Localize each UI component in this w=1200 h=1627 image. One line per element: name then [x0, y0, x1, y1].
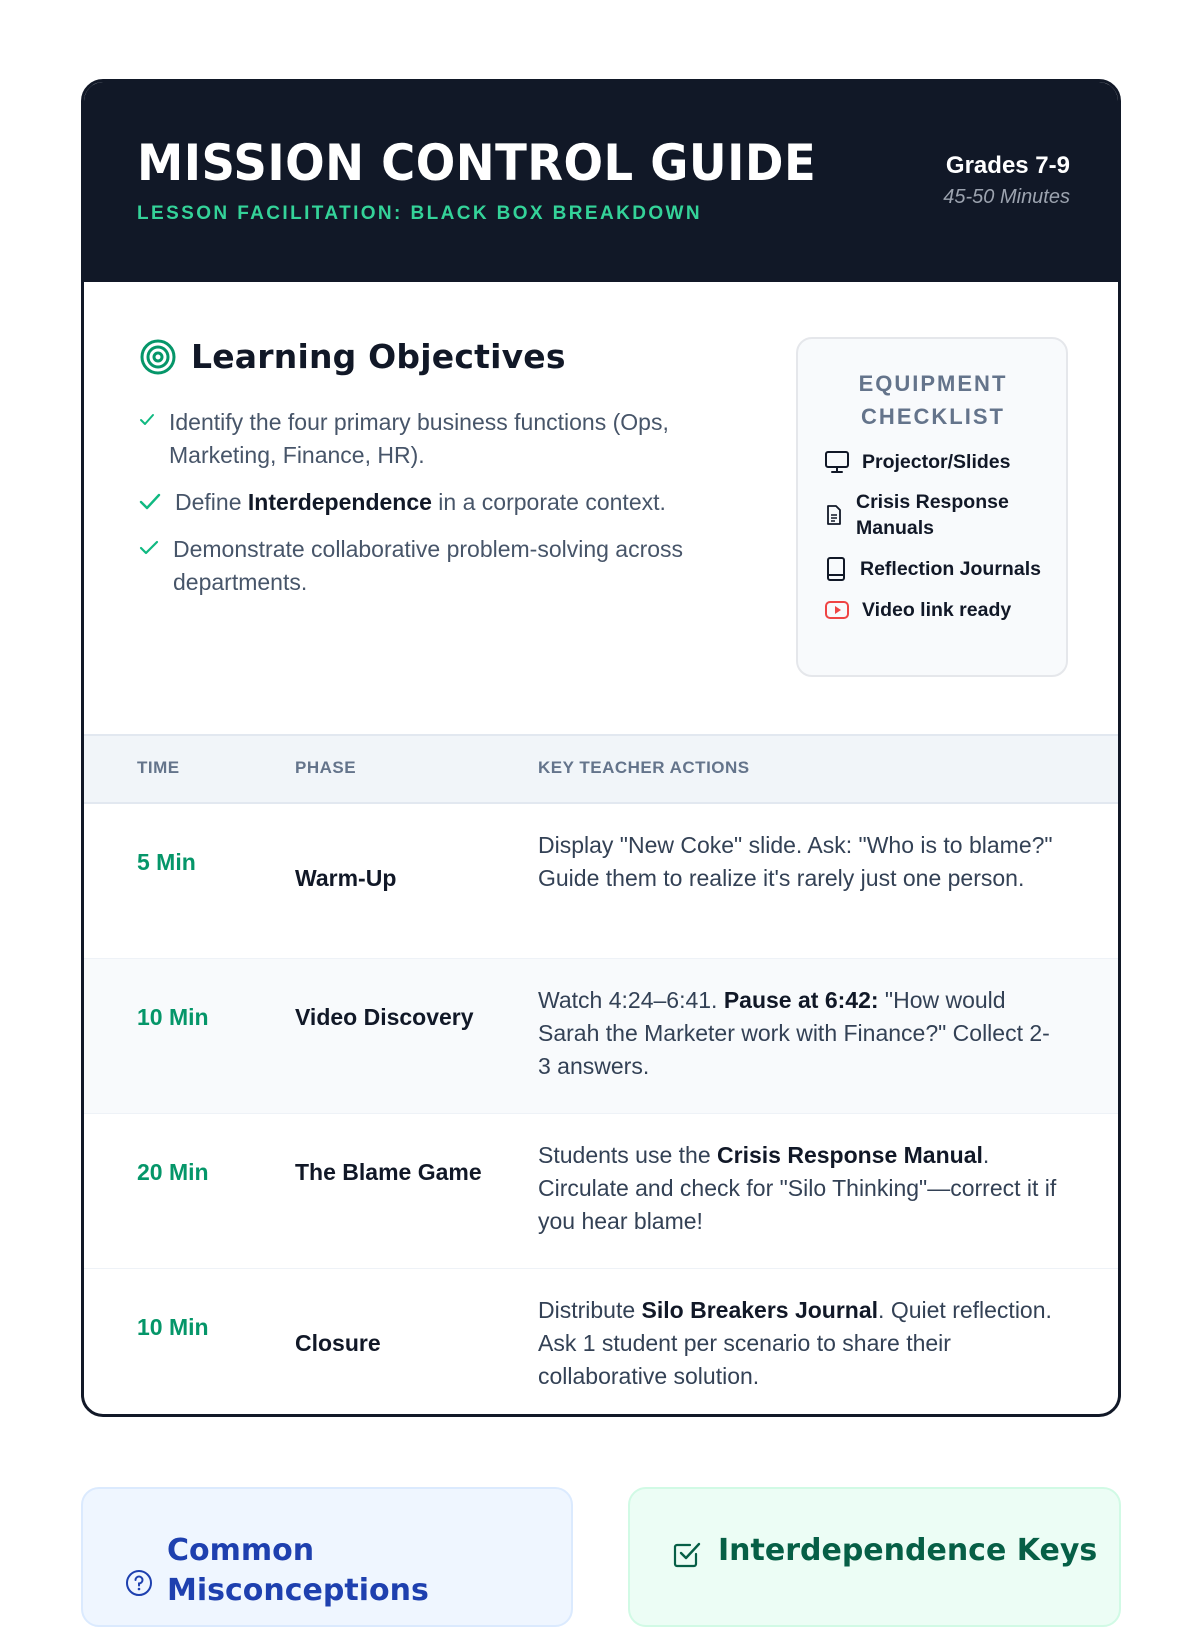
equipment-title: EQUIPMENT CHECKLIST [858, 371, 1008, 429]
equipment-item [824, 449, 1042, 475]
interdependence-keys-card [628, 1487, 1121, 1627]
row-phase: Warm-Up [295, 865, 397, 891]
equipment-checklist [796, 337, 1068, 677]
column-header-actions: KEY TEACHER ACTIONS [538, 758, 750, 777]
objective-text-part: in a corporate context. [431, 489, 666, 515]
guide-header [84, 82, 1118, 282]
question-circle-icon [125, 1569, 153, 1597]
action-text: "How would Sarah the Marketer work with Finance?" Collect 2-3 answers. [538, 987, 1050, 1079]
table-row [84, 804, 1118, 959]
objective-item [139, 406, 759, 472]
monitor-icon [824, 450, 850, 474]
objectives-title: Learning Objectives [191, 337, 566, 376]
row-time: 10 Min [137, 1314, 209, 1340]
equipment-label: Reflection Journals [860, 558, 1041, 580]
row-phase: Video Discovery [295, 1004, 474, 1030]
objective-text: Demonstrate collaborative problem-solving across departments. [173, 536, 684, 595]
target-icon [139, 338, 177, 376]
row-phase: Closure [295, 1330, 381, 1356]
equipment-item [824, 597, 1042, 623]
objective-text [175, 486, 666, 519]
objective-item [139, 486, 759, 519]
interdependence-keys-title: Interdependence Keys [718, 1533, 1098, 1568]
equipment-label: Video link ready [862, 599, 1012, 621]
row-action [538, 1294, 1058, 1393]
objectives-heading [139, 337, 759, 376]
table-row [84, 959, 1118, 1114]
check-icon [139, 492, 161, 512]
misconceptions-title: Common Misconceptions [167, 1533, 429, 1608]
table-row [84, 1114, 1118, 1269]
table-header [84, 734, 1118, 804]
document-icon [824, 503, 844, 527]
row-time: 10 Min [137, 1004, 209, 1030]
table-row [84, 1269, 1118, 1417]
row-time: 5 Min [137, 849, 196, 875]
action-text: . Circulate and check for "Silo Thinking"—correct it if you hear blame! [538, 1142, 1057, 1234]
video-icon [824, 599, 850, 621]
check-icon [139, 412, 155, 428]
lesson-schedule-table [84, 734, 1118, 1417]
lesson-subtitle: LESSON FACILITATION: BLACK BOX BREAKDOWN [137, 203, 702, 224]
row-time: 20 Min [137, 1159, 209, 1185]
action-emphasis: Silo Breakers Journal [641, 1297, 879, 1323]
equipment-label: Projector/Slides [862, 451, 1011, 473]
row-action: Display "New Coke" slide. Ask: "Who is to blame?" Guide them to realize it's rarely just one person. [538, 832, 1053, 891]
page-title: MISSION CONTROL GUIDE [137, 134, 817, 192]
check-icon [139, 539, 159, 557]
action-emphasis: Crisis Response Manual [717, 1142, 983, 1168]
action-text: Distribute [538, 1297, 642, 1323]
book-icon [824, 555, 848, 583]
misconceptions-card [81, 1487, 573, 1627]
equipment-item [824, 555, 1042, 583]
grade-level: Grades 7-9 [945, 152, 1070, 179]
objective-item [139, 533, 759, 599]
action-text: Students use the [538, 1142, 718, 1168]
action-text: . Quiet reflection. Ask 1 student per scenario to share their collaborative solution. [538, 1297, 1052, 1389]
objective-text-part: Define [175, 489, 248, 515]
column-header-time: TIME [137, 758, 180, 777]
row-action [538, 1139, 1058, 1238]
lesson-duration: 45-50 Minutes [943, 186, 1070, 208]
lesson-guide-card [81, 79, 1121, 1417]
action-text: Watch 4:24–6:41. [538, 987, 724, 1013]
learning-objectives [139, 337, 759, 613]
objectives-list [139, 406, 759, 599]
equipment-item [824, 489, 1042, 541]
row-phase: The Blame Game [295, 1159, 482, 1185]
objective-text: Identify the four primary business functions (Ops, Marketing, Finance, HR). [169, 409, 669, 468]
objective-keyword: Interdependence [247, 489, 432, 515]
check-square-icon [672, 1539, 702, 1569]
column-header-phase: PHASE [295, 758, 357, 777]
action-emphasis: Pause at 6:42: [723, 987, 879, 1013]
equipment-label: Crisis Response Manuals [856, 491, 1009, 539]
row-action [538, 984, 1058, 1083]
